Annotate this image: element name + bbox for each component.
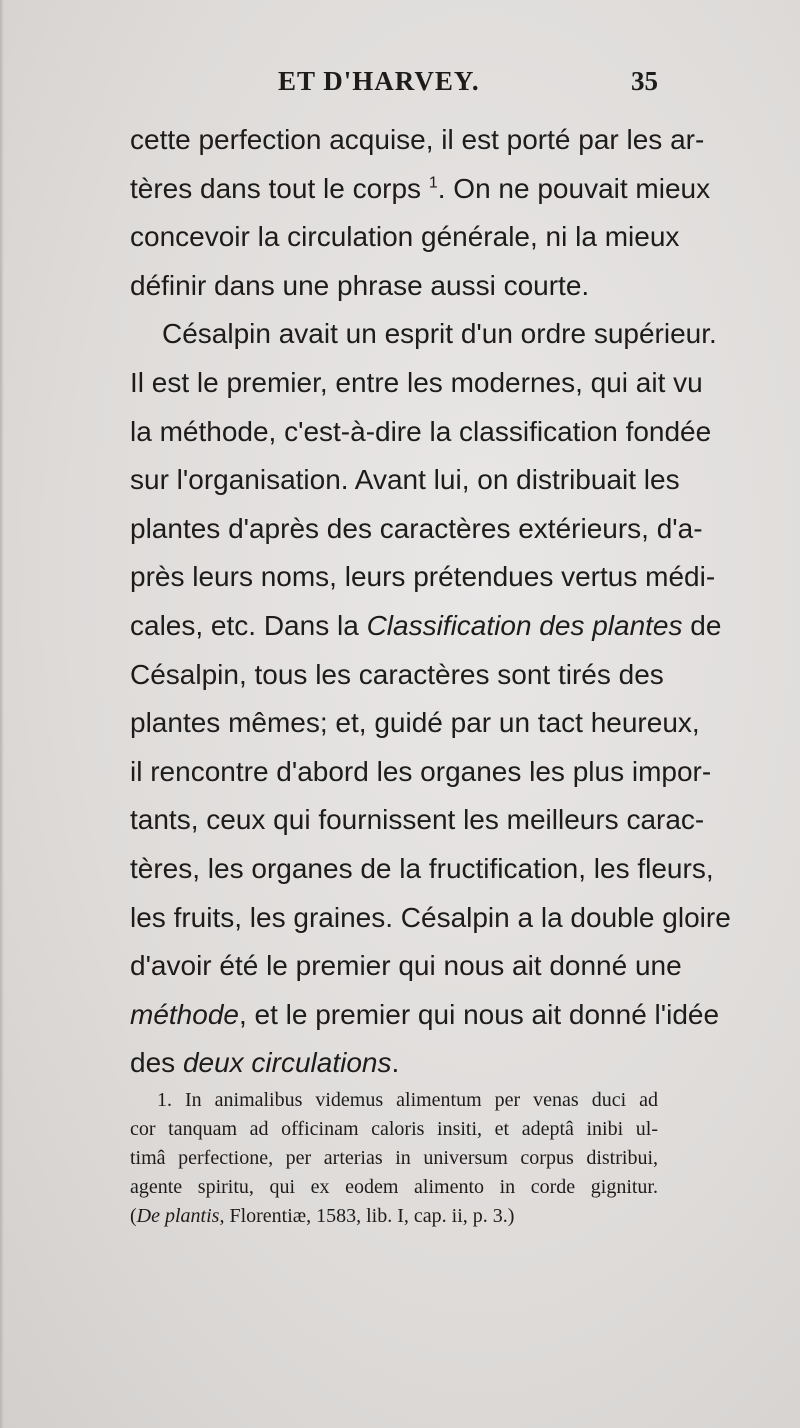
footnote [130, 1086, 658, 1231]
text-line: plantes mêmes; et, guidé par un tact heureux, [130, 707, 700, 739]
text-line: plantes d'après des caractères extérieurs, d'a- [130, 512, 703, 544]
text-line: Il est le premier, entre les modernes, qui ait vu [130, 366, 703, 398]
footnote-line: timâ perfectione, per arterias in universum corpus distribui, [130, 1147, 658, 1169]
text-line: la méthode, c'est-à-dire la classification fondée [130, 415, 712, 447]
text-line: concevoir la circulation générale, ni la mieux [130, 221, 680, 253]
text-line: définir dans une phrase aussi courte. [130, 269, 590, 301]
text-line: il rencontre d'abord les organes les plus impor- [130, 755, 712, 787]
footnote-line: 1. In animalibus videmus alimentum per venas duci ad [157, 1089, 658, 1111]
text-line: sur l'organisation. Avant lui, on distribuait les [130, 464, 680, 496]
footnote-source-title: De plantis [136, 1205, 220, 1227]
text-line: des deux circulations. [130, 1047, 400, 1079]
main-text [130, 116, 731, 1088]
text-line: près leurs noms, leurs prétendues vertus médi- [130, 561, 716, 593]
page-number: 35 [631, 66, 658, 96]
page-edge-shadow [0, 0, 4, 1428]
footnote-line: cor tanquam ad officinam caloris insiti, et adeptâ inibi ul- [130, 1118, 658, 1140]
emphasis: deux circulations [182, 1047, 392, 1079]
text-line: cette perfection acquise, il est porté par les ar- [130, 124, 705, 155]
page-header [130, 66, 658, 106]
footnote-number: 1. [157, 1089, 172, 1111]
running-title: ET D'HARVEY. [278, 66, 480, 96]
text-line: tants, ceux qui fournissent les meilleurs carac- [130, 804, 705, 836]
text-line: méthode, et le premier qui nous ait donné l'idée [130, 998, 720, 1030]
footnote-line: (De plantis, Florentiæ, 1583, lib. I, cap. ii, p. 3.) [130, 1205, 515, 1227]
text-line: les fruits, les graines. Césalpin a la double gloire [130, 901, 731, 933]
text-line: tères, les organes de la fructification, les fleurs, [130, 852, 714, 884]
book-title: Classification des plantes [366, 609, 683, 641]
text-line: cales, etc. Dans la Classification des plantes de [130, 609, 722, 641]
text-line: Césalpin, tous les caractères sont tirés des [130, 658, 664, 690]
text-line: d'avoir été le premier qui nous ait donné une [130, 950, 682, 982]
emphasis: méthode [130, 998, 239, 1030]
footnote-line: agente spiritu, qui ex eodem alimento in corde gignitur. [130, 1176, 658, 1198]
text-line: Césalpin avait un esprit d'un ordre supérieur. [162, 318, 717, 350]
text-line: tères dans tout le corps $^1$. On ne pouvait mieux [130, 172, 711, 204]
footnote-reference: 1 [428, 174, 438, 192]
